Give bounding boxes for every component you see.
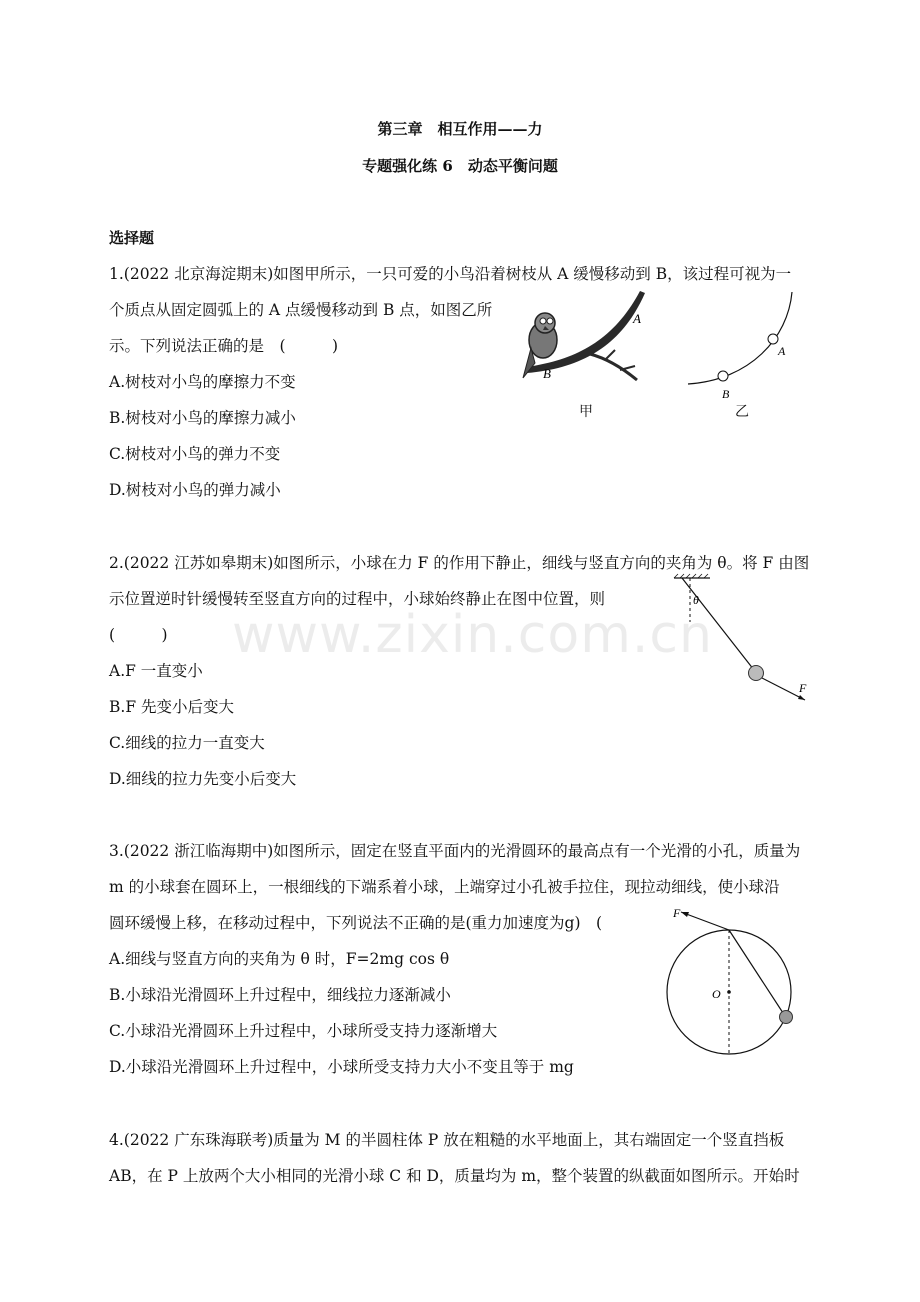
q3-option-b: B.小球沿光滑圆环上升过程中，细线拉力逐渐减小 — [109, 986, 451, 1004]
q4-line-1: 4.(2022 广东珠海联考)质量为 M 的半圆柱体 P 放在粗糙的水平地面上，其右端固定一个竖直挡板 — [109, 1131, 785, 1149]
q2-option-d: D.细线的拉力先变小后变大 — [109, 770, 297, 788]
watermark: www.zixin.com.cn — [232, 605, 713, 665]
q1-label-a: A — [633, 311, 641, 326]
q3-line-2: m 的小球套在圆环上，一根细线的下端系着小球，上端穿过小孔被手拉住，现拉动细线，使小球沿 — [109, 878, 780, 896]
section-heading: 选择题 — [109, 229, 155, 247]
q1-option-a: A.树枝对小鸟的摩擦力不变 — [109, 373, 296, 391]
q3-option-d: D.小球沿光滑圆环上升过程中，小球所受支持力大小不变且等于 mg — [109, 1058, 574, 1076]
q3-option-c: C.小球沿光滑圆环上升过程中，小球所受支持力逐渐增大 — [109, 1022, 498, 1040]
q1-option-b: B.树枝对小鸟的摩擦力减小 — [109, 409, 296, 427]
q1-line-1: 1.(2022 北京海淀期末)如图甲所示，一只可爱的小鸟沿着树枝从 A 缓慢移动到 B，该过程可视为一 — [109, 265, 792, 283]
q1-figure-yi — [680, 288, 800, 401]
page-subtitle: 专题强化练 6 动态平衡问题 — [362, 157, 558, 175]
q1-label-b: B — [543, 366, 551, 381]
q3-figure — [665, 904, 805, 1056]
q2-option-b: B.F 先变小后变大 — [109, 698, 234, 716]
q3-center-label: O — [712, 987, 721, 1001]
q1-figure-jia — [505, 288, 655, 388]
q1-caption-yi: 乙 — [735, 404, 749, 420]
chapter-title: 第三章 相互作用——力 — [377, 120, 543, 138]
q3-line-3: 圆环缓慢上移，在移动过程中，下列说法不正确的是(重力加速度为g) ( — [109, 914, 603, 932]
q2-line-2: 示位置逆时针缓慢转至竖直方向的过程中，小球始终静止在图中位置，则 — [109, 590, 606, 608]
q1-line-3: 示。下列说法正确的是 ( ) — [109, 337, 339, 355]
q2-figure — [668, 572, 818, 707]
q1-option-d: D.树枝对小鸟的弹力减小 — [109, 481, 281, 499]
q1-caption-jia: 甲 — [579, 404, 593, 420]
q2-line-3: ( ) — [109, 626, 168, 644]
q2-theta-label: θ — [693, 593, 699, 607]
q3-force-label: F — [673, 906, 681, 920]
q1-yi-label-a: A — [778, 344, 786, 358]
q2-option-c: C.细线的拉力一直变大 — [109, 734, 265, 752]
q2-option-a: A.F 一直变小 — [109, 662, 203, 680]
q3-line-1: 3.(2022 浙江临海期中)如图所示，固定在竖直平面内的光滑圆环的最高点有一个光滑的小孔，质量为 — [109, 842, 801, 860]
q4-line-2: AB，在 P 上放两个大小相同的光滑小球 C 和 D，质量均为 m，整个装置的纵截面如图所示。开始时 — [109, 1167, 800, 1185]
q1-line-2: 个质点从固定圆弧上的 A 点缓慢移动到 B 点，如图乙所 — [109, 301, 493, 319]
q3-option-a: A.细线与竖直方向的夹角为 θ 时，F=2mg cos θ — [109, 950, 450, 968]
q1-option-c: C.树枝对小鸟的弹力不变 — [109, 445, 281, 463]
q2-line-1: 2.(2022 江苏如皋期末)如图所示，小球在力 F 的作用下静止，细线与竖直方向的夹角为 θ。将 F 由图 — [109, 554, 810, 572]
q1-yi-label-b: B — [722, 387, 730, 401]
q2-force-label: F — [799, 681, 807, 695]
